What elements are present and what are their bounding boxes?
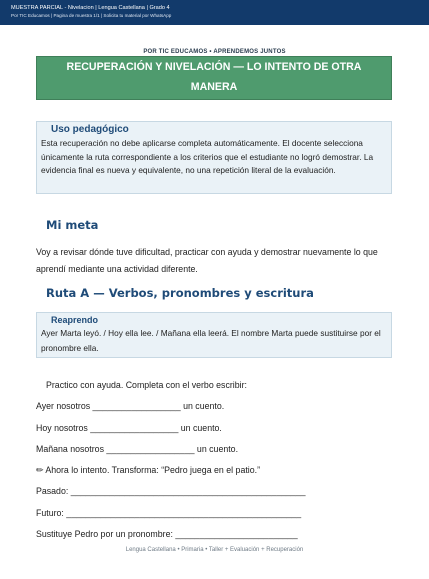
practice-intro: Practico con ayuda. Completa con el verbo escribir:	[46, 380, 247, 390]
goal-text: Voy a revisar dónde tuve dificultad, practicar con ayuda y demostrar nuevamente lo que aprendí mediante una actividad diferente.	[36, 247, 378, 274]
practice-line-future: Mañana nosotros __________________ un cuento.	[36, 444, 239, 454]
practice-line-present: Hoy nosotros __________________ un cuento.	[36, 423, 222, 433]
tagline: POR TIC EDUCAMOS • APRENDEMOS JUNTOS	[143, 49, 286, 55]
relearn-text: Ayer Marta leyó. / Hoy ella lee. / Mañana ella leerá. El nombre Marta puede sustituirse por el pronombre ella.	[41, 328, 381, 353]
header-line-1: MUESTRA PARCIAL - Nivelacion | Lengua Castellana | Grado 4	[11, 5, 170, 11]
pedagogical-note-text: Esta recuperación no debe aplicarse completa automáticamente. El docente selecciona únicamente la ruta correspondiente a los criterios que el estudiante no logró demostrar. La evidencia final es nueva y equivalente, no una repetición literal de la evaluación.	[41, 138, 374, 175]
pedagogical-note-title: Uso pedagógico	[51, 124, 129, 135]
practice-line-past: Ayer nosotros __________________ un cuento.	[36, 401, 225, 411]
header-line-2: Por TIC Educamos | Pagina de muestra 1/1 | Solicita tu material por WhatsApp	[11, 13, 172, 18]
answer-line-pronoun: Sustituye Pedro por un pronombre: _________________________	[36, 529, 298, 539]
pedagogical-note-box	[36, 121, 392, 194]
page-footer: Lengua Castellana • Primaria • Taller + Evaluación + Recuperación	[125, 547, 304, 553]
page-title-banner	[36, 56, 392, 100]
document-header-bar	[0, 0, 429, 25]
page-title-line-2: MANERA	[190, 81, 238, 93]
goal-heading: Mi meta	[46, 218, 99, 232]
route-a-heading: Ruta A — Verbos, pronombres y escritura	[46, 286, 314, 300]
relearn-box	[36, 312, 392, 358]
page-title-line-1: RECUPERACIÓN Y NIVELACIÓN — LO INTENTO DE OTRA	[66, 61, 362, 73]
relearn-title: Reaprendo	[51, 315, 99, 325]
answer-line-past: Pasado: ________________________________________________	[36, 486, 306, 496]
answer-line-future: Futuro: ________________________________________________	[36, 508, 302, 518]
transform-instruction: ✏ Ahora lo intento. Transforma: “Pedro juega en el patio.”	[36, 465, 260, 475]
